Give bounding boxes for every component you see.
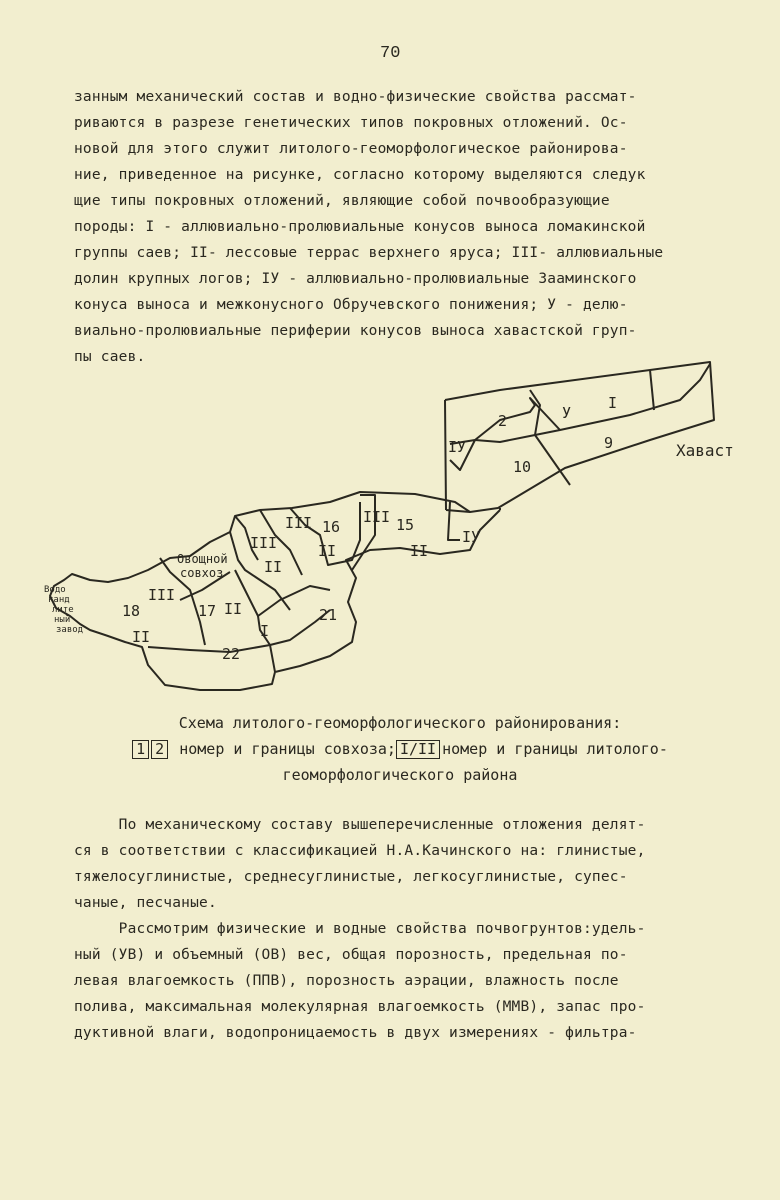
zone-label: II	[224, 600, 243, 618]
text-line: Рассмотрим физические и водные свойства почвогрунтов:удель-	[74, 921, 646, 937]
zone-label: 9	[604, 434, 614, 452]
zone-label: 10	[513, 458, 532, 476]
legend-sovkhoz-text: номер и границы совхоза;	[179, 740, 396, 758]
map-boundary-line	[535, 435, 570, 485]
map-boundary-line	[475, 364, 710, 442]
text-line: породы: I - аллювиально-пролювиальные конусов выноса ломакинской	[74, 219, 646, 235]
text-line: ный (УВ) и объемный (ОВ) вес, общая порозность, предельная по-	[74, 947, 628, 963]
text-line: конуса выноса и межконусного Обручевского понижения; У - делю-	[74, 297, 628, 313]
sovkhoz-label: совхоз	[180, 566, 224, 580]
factory-label: лите	[52, 605, 74, 615]
text-line: тяжелосуглинистые, среднесуглинистые, легкосуглинистые, супес-	[74, 869, 628, 885]
factory-label: Водо	[44, 585, 66, 595]
text-line: занным механический состав и водно-физические свойства рассмат-	[74, 89, 637, 105]
text-line: чаные, песчаные.	[74, 895, 217, 911]
zone-label: 21	[319, 606, 338, 624]
zone-label: I	[260, 622, 270, 640]
zone-label: 2	[498, 412, 508, 430]
zone-label: 16	[322, 518, 341, 536]
figure-caption	[60, 710, 740, 788]
legend-zone-box: I/II	[396, 740, 440, 759]
zone-label: 18	[122, 602, 141, 620]
zone-label: III	[285, 514, 313, 532]
zone-label: III	[363, 508, 391, 526]
sovkhoz-label: Овощной	[177, 552, 228, 566]
map-boundary-line	[650, 370, 654, 410]
zone-label: IУ	[448, 438, 467, 456]
map-boundary-line	[448, 502, 460, 540]
zone-label: 17	[198, 602, 217, 620]
map-boundary-line	[530, 390, 560, 435]
zone-label: IУ	[462, 528, 481, 546]
zone-label: 22	[222, 645, 241, 663]
caption-title: Схема литолого-геоморфологического районирования:	[178, 714, 622, 732]
zone-label: II	[264, 558, 283, 576]
text-line: левая влагоемкость (ППВ), порозность аэрации, влажность после	[74, 973, 619, 989]
text-line: новой для этого служит литолого-геоморфологическое районирова-	[74, 141, 628, 157]
map-boundary-line	[235, 570, 330, 616]
caption-legend	[60, 736, 740, 762]
zoning-map-figure	[30, 360, 750, 700]
zone-label: У	[562, 404, 572, 422]
caption-line: геоморфологического района	[282, 766, 518, 784]
place-label: Хаваст	[676, 441, 734, 460]
text-line: дуктивной влаги, водопроницаемость в двух измерениях - фильтра-	[74, 1025, 637, 1041]
map-boundary-line	[148, 645, 270, 652]
zone-label: II	[318, 542, 337, 560]
text-line: пы саев.	[74, 349, 146, 365]
zone-label: III	[148, 586, 176, 604]
zone-label: 15	[396, 516, 415, 534]
legend-sovkhoz-box: 2	[151, 740, 168, 759]
legend-sovkhoz-box: 1	[132, 740, 149, 759]
text-line: По механическому составу вышеперечисленные отложения делят-	[74, 817, 646, 833]
text-line: группы саев; II- лессовые террас верхнего яруса; III- аллювиальные	[74, 245, 664, 261]
paragraph-composition	[74, 812, 734, 916]
paragraph-intro	[74, 84, 734, 370]
text-line: полива, максимальная молекулярная влагоемкость (ММВ), запас про-	[74, 999, 646, 1015]
factory-label: завод	[56, 625, 84, 635]
text-line: ся в соответствии с классификацией Н.А.Качинского на: глинистые,	[74, 843, 646, 859]
zone-label: III	[250, 534, 278, 552]
text-line: долин крупных логов; IУ - аллювиально-пролювиальные Зааминского	[74, 271, 637, 287]
text-line: виально-пролювиальные периферии конусов выноса хавастской груп-	[74, 323, 637, 339]
map-right-strip	[445, 400, 500, 512]
paragraph-properties	[74, 916, 734, 1046]
legend-zone-text: номер и границы литолого-	[442, 740, 668, 758]
page-number: 70	[380, 44, 401, 63]
zone-label: II	[410, 542, 429, 560]
factory-label: ный	[54, 615, 71, 625]
text-line: ние, приведенное на рисунке, согласно которому выделяются следук	[74, 167, 646, 183]
text-line: щие типы покровных отложений, являющие собой почвообразующие	[74, 193, 610, 209]
text-line: риваются в разрезе генетических типов покровных отложений. Ос-	[74, 115, 628, 131]
factory-label: канд	[48, 595, 70, 605]
zone-label: I	[608, 394, 618, 412]
zone-label: II	[132, 628, 151, 646]
